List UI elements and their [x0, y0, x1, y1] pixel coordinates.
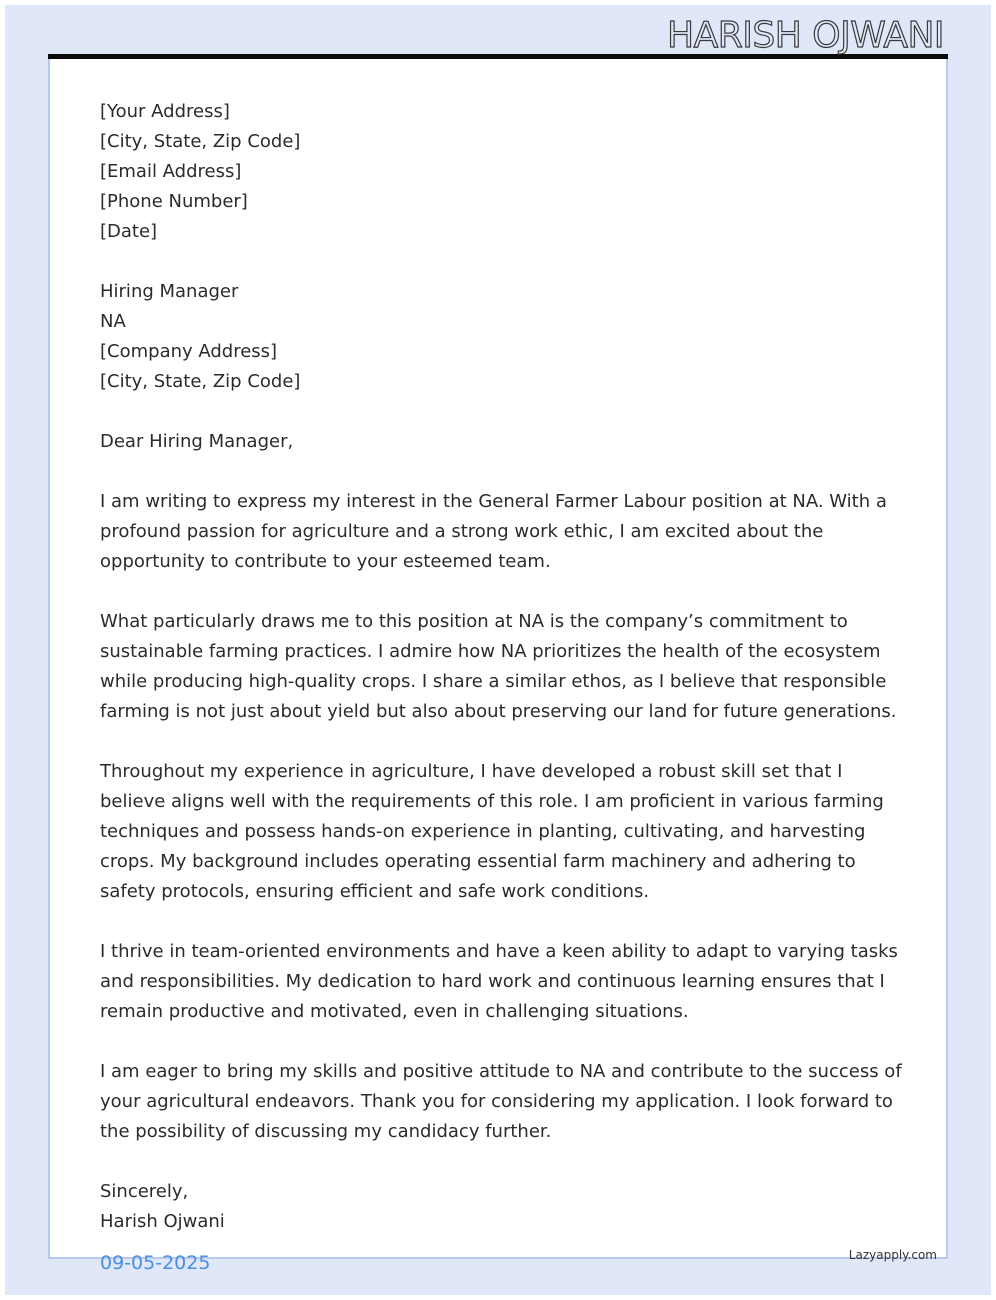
sender-phone: [Phone Number] [100, 191, 248, 212]
spacer [100, 397, 910, 427]
salutation: Dear Hiring Manager, [100, 431, 294, 452]
sender-email: [Email Address] [100, 161, 242, 182]
spacer [100, 577, 910, 607]
paragraph-experience: Throughout my experience in agriculture, I have developed a robust skill set that I believe aligns well with the requirements of this role. I am proficient in various farming techniques and possess hands-on experience in planting, cultivating, and harvesting crops. My background includes operating essential farm machinery and adhering to safety protocols, ensuring efficient and safe work conditions. [100, 761, 884, 902]
spacer [100, 247, 910, 277]
spacer [100, 907, 910, 937]
spacer [100, 1027, 910, 1057]
paragraph-teamwork: I thrive in team-oriented environments and have a keen ability to adapt to varying tasks and responsibilities. My dedication to hard work and continuous learning ensures that I remain productive and motivated, even in challenging situations. [100, 941, 898, 1022]
brand-watermark: Lazyapply.com [848, 1248, 937, 1262]
recipient-block [100, 277, 910, 397]
recipient-city-state-zip: [City, State, Zip Code] [100, 371, 301, 392]
spacer [100, 1147, 910, 1177]
footer-date: 09-05-2025 [100, 1252, 211, 1274]
valediction: Sincerely, [100, 1181, 189, 1202]
sender-address: [Your Address] [100, 101, 230, 122]
letter-body [100, 97, 910, 1237]
recipient-title: Hiring Manager [100, 281, 239, 302]
sender-block [100, 97, 910, 247]
recipient-company: NA [100, 311, 126, 332]
header-name: HARISH OJWANI [667, 15, 944, 56]
paragraph-closing: I am eager to bring my skills and positive attitude to NA and contribute to the success of your agricultural endeavors. Thank you for considering my application. I look forward to the possibility of discussing my candidacy further. [100, 1061, 902, 1142]
spacer [100, 727, 910, 757]
recipient-company-address: [Company Address] [100, 341, 278, 362]
sender-city-state-zip: [City, State, Zip Code] [100, 131, 301, 152]
paragraph-company-fit: What particularly draws me to this position at NA is the company’s commitment to sustainable farming practices. I admire how NA prioritizes the health of the ecosystem while producing high-quality crops. I share a similar ethos, as I believe that responsible farming is not just about yield but also about preserving our land for future generations. [100, 611, 897, 722]
spacer [100, 457, 910, 487]
signature-name: Harish Ojwani [100, 1211, 225, 1232]
sender-date: [Date] [100, 221, 158, 242]
paragraph-intro: I am writing to express my interest in the General Farmer Labour position at NA. With a profound passion for agriculture and a strong work ethic, I am excited about the opportunity to contribute to your esteemed team. [100, 491, 887, 572]
